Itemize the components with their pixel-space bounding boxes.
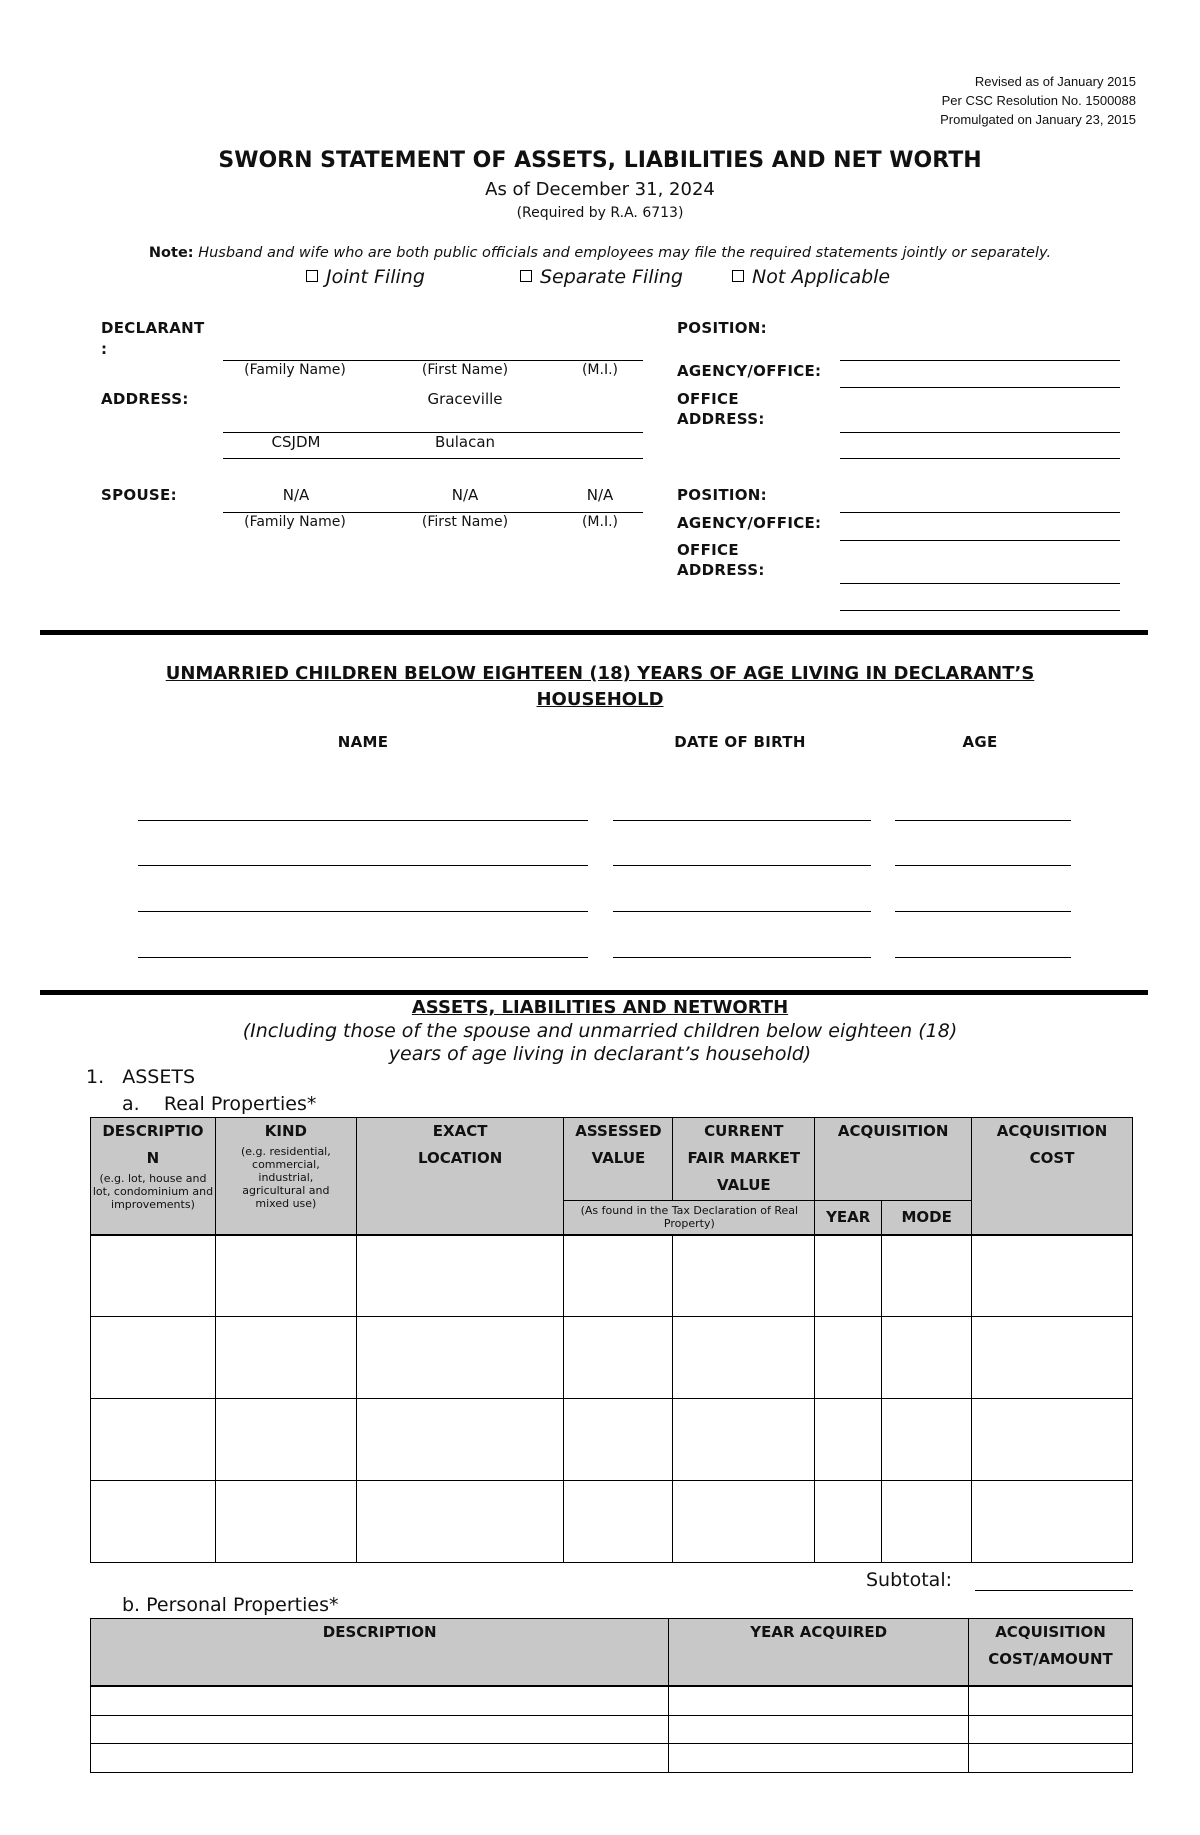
col-year-acquired: YEAR ACQUIRED xyxy=(669,1619,969,1686)
table-cell[interactable] xyxy=(356,1480,564,1562)
table-cell[interactable] xyxy=(356,1398,564,1480)
col-description xyxy=(91,1118,216,1235)
agency-label: AGENCY/OFFICE: xyxy=(677,362,822,380)
spouse-agency-label: AGENCY/OFFICE: xyxy=(677,514,822,532)
tax-declaration-note xyxy=(564,1201,815,1234)
table-cell[interactable] xyxy=(815,1235,882,1316)
subtotal-label: Subtotal: xyxy=(866,1569,953,1591)
col-fmv-label-3: VALUE xyxy=(716,1176,771,1194)
table-cell[interactable] xyxy=(673,1235,815,1316)
option-label: Joint Filing xyxy=(326,266,425,288)
col-description-label: DESCRIPTIO xyxy=(102,1122,204,1140)
col-kind xyxy=(215,1118,356,1235)
address-city: CSJDM xyxy=(271,433,321,451)
spouse-position-label: POSITION: xyxy=(677,486,767,504)
table-cell[interactable] xyxy=(91,1398,216,1480)
children-dob-header: DATE OF BIRTH xyxy=(674,733,806,751)
revised-line: Revised as of January 2015 xyxy=(974,74,1136,89)
section-divider xyxy=(40,990,1148,995)
first-name-caption: (First Name) xyxy=(421,362,509,378)
table-cell[interactable] xyxy=(972,1235,1133,1316)
table-cell[interactable] xyxy=(669,1744,969,1773)
child-age-line[interactable] xyxy=(895,911,1071,912)
table-cell[interactable] xyxy=(882,1316,972,1398)
promulgated-line: Promulgated on January 23, 2015 xyxy=(940,112,1136,127)
child-name-line[interactable] xyxy=(138,957,588,958)
table-cell[interactable] xyxy=(215,1398,356,1480)
table-cell[interactable] xyxy=(673,1480,815,1562)
col-year: YEAR xyxy=(815,1201,882,1234)
table-cell[interactable] xyxy=(356,1316,564,1398)
position-line[interactable] xyxy=(840,360,1120,361)
table-cell[interactable] xyxy=(564,1235,673,1316)
separate-filing-option[interactable] xyxy=(520,266,683,288)
child-age-line[interactable] xyxy=(895,865,1071,866)
note-label: Note: xyxy=(148,245,194,261)
col-assessed-label-2: VALUE xyxy=(591,1149,646,1167)
as-of-date: As of December 31, 2024 xyxy=(485,179,715,200)
revision-note xyxy=(776,72,1136,129)
note xyxy=(0,245,1200,261)
col-fmv-label-2: FAIR MARKET xyxy=(687,1149,801,1167)
spouse-mi: N/A xyxy=(586,486,614,504)
table-cell[interactable] xyxy=(91,1316,216,1398)
resolution-line: Per CSC Resolution No. 1500088 xyxy=(941,93,1136,108)
col-description-label-2: N xyxy=(146,1149,160,1167)
option-label: Not Applicable xyxy=(752,266,891,288)
office-address-label: OFFICE xyxy=(677,390,739,408)
child-name-line[interactable] xyxy=(138,865,588,866)
section-divider xyxy=(40,630,1148,635)
note-text: Husband and wife who are both public officials and employees may file the required statements jointly or separately. xyxy=(198,245,1052,261)
col-assessed-value xyxy=(564,1118,673,1201)
col-location xyxy=(356,1118,564,1235)
table-cell[interactable] xyxy=(564,1316,673,1398)
real-properties-heading: a. Real Properties* xyxy=(122,1093,317,1115)
office-address-line-2[interactable] xyxy=(840,458,1120,459)
page-title: SWORN STATEMENT OF ASSETS, LIABILITIES AND NET WORTH xyxy=(218,148,982,173)
table-cell[interactable] xyxy=(969,1687,1133,1716)
joint-filing-option[interactable] xyxy=(306,266,425,288)
spouse-position-line[interactable] xyxy=(840,512,1120,513)
declarant-label: DECLARANT xyxy=(101,319,205,337)
position-label: POSITION: xyxy=(677,319,767,337)
table-cell[interactable] xyxy=(815,1398,882,1480)
table-cell[interactable] xyxy=(91,1480,216,1562)
spouse-agency-line[interactable] xyxy=(840,540,1120,541)
spouse-office-address-label: OFFICE xyxy=(677,541,739,559)
spouse-family-name: N/A xyxy=(282,486,310,504)
col-cost-amount-label-2: COST/AMOUNT xyxy=(988,1650,1113,1668)
col-fmv-label: CURRENT xyxy=(704,1122,784,1140)
spouse-label: SPOUSE: xyxy=(101,486,177,504)
child-age-line[interactable] xyxy=(895,820,1071,821)
col-cost-amount-label: ACQUISITION xyxy=(995,1623,1106,1641)
col-assessed-label: ASSESSED xyxy=(575,1122,662,1140)
family-name-caption: (Family Name) xyxy=(244,362,346,378)
address-province: Bulacan xyxy=(434,433,496,451)
agency-line[interactable] xyxy=(840,387,1120,388)
table-cell[interactable] xyxy=(972,1480,1133,1562)
address-line-1: Graceville xyxy=(427,390,503,408)
table-cell[interactable] xyxy=(215,1316,356,1398)
spouse-family-caption: (Family Name) xyxy=(244,514,346,530)
spouse-office-address-label-2: ADDRESS: xyxy=(677,561,765,579)
col-acquisition: ACQUISITION xyxy=(815,1118,972,1201)
children-age-header: AGE xyxy=(962,733,998,751)
address-line-2-rule[interactable] xyxy=(223,458,643,459)
table-cell[interactable] xyxy=(669,1715,969,1744)
table-cell[interactable] xyxy=(91,1235,216,1316)
table-cell[interactable] xyxy=(969,1744,1133,1773)
table-cell[interactable] xyxy=(91,1687,669,1716)
table-cell[interactable] xyxy=(882,1480,972,1562)
child-dob-line[interactable] xyxy=(613,865,871,866)
spouse-office-address-line-2[interactable] xyxy=(840,610,1120,611)
required-by: (Required by R.A. 6713) xyxy=(516,205,684,221)
table-cell[interactable] xyxy=(564,1480,673,1562)
col-personal-description: DESCRIPTION xyxy=(91,1619,669,1686)
mi-caption: (M.I.) xyxy=(581,362,619,378)
alnw-title: ASSETS, LIABILITIES AND NETWORTH xyxy=(411,997,789,1018)
table-cell[interactable] xyxy=(815,1316,882,1398)
office-address-label-2: ADDRESS: xyxy=(677,410,765,428)
col-acquisition-cost xyxy=(972,1118,1133,1235)
table-cell[interactable] xyxy=(882,1235,972,1316)
table-cell[interactable] xyxy=(215,1235,356,1316)
spouse-first-name: N/A xyxy=(451,486,479,504)
col-fair-market-value xyxy=(673,1118,815,1201)
col-location-label: EXACT xyxy=(432,1122,488,1140)
child-age-line[interactable] xyxy=(895,957,1071,958)
checkbox-icon[interactable] xyxy=(306,270,318,282)
table-cell[interactable] xyxy=(969,1715,1133,1744)
spouse-name-line[interactable] xyxy=(223,512,643,513)
assets-heading: 1. ASSETS xyxy=(86,1066,196,1088)
checkbox-icon[interactable] xyxy=(732,270,744,282)
subtotal-field[interactable] xyxy=(975,1590,1133,1591)
child-dob-line[interactable] xyxy=(613,820,871,821)
col-cost-label: ACQUISITION xyxy=(996,1122,1108,1140)
personal-properties-table xyxy=(90,1618,1133,1773)
col-kind-label: KIND xyxy=(264,1122,307,1140)
table-cell[interactable] xyxy=(815,1480,882,1562)
alnw-subtitle: (Including those of the spouse and unmarried children below eighteen (18) xyxy=(242,1020,958,1042)
table-cell[interactable] xyxy=(564,1398,673,1480)
table-cell[interactable] xyxy=(673,1316,815,1398)
children-title-2: HOUSEHOLD xyxy=(536,689,664,710)
office-address-line-1[interactable] xyxy=(840,432,1120,433)
table-cell[interactable] xyxy=(669,1687,969,1716)
not-applicable-option[interactable] xyxy=(732,266,890,288)
children-name-header: NAME xyxy=(337,733,389,751)
children-title: UNMARRIED CHILDREN BELOW EIGHTEEN (18) YEARS OF AGE LIVING IN DECLARANT’S xyxy=(165,663,1035,684)
table-cell[interactable] xyxy=(356,1235,564,1316)
spouse-mi-caption: (M.I.) xyxy=(581,514,619,530)
option-label: Separate Filing xyxy=(540,266,683,288)
table-cell[interactable] xyxy=(972,1316,1133,1398)
personal-properties-heading: b. Personal Properties* xyxy=(122,1594,339,1616)
col-cost-label-2: COST xyxy=(1029,1149,1075,1167)
table-cell[interactable] xyxy=(673,1398,815,1480)
table-cell[interactable] xyxy=(882,1398,972,1480)
table-cell[interactable] xyxy=(215,1480,356,1562)
col-mode: MODE xyxy=(882,1201,972,1234)
declarant-name-line[interactable] xyxy=(223,360,643,361)
child-name-line[interactable] xyxy=(138,911,588,912)
child-dob-line[interactable] xyxy=(613,911,871,912)
col-kind-note: (e.g. residential, commercial, industrial, agricultural and mixed use) xyxy=(240,1145,331,1210)
table-cell[interactable] xyxy=(91,1744,669,1773)
table-cell[interactable] xyxy=(972,1398,1133,1480)
tax-note-text: (As found in the Tax Declaration of Real Property) xyxy=(580,1204,799,1231)
col-acquisition-cost-amount xyxy=(969,1619,1133,1686)
checkbox-icon[interactable] xyxy=(520,270,532,282)
real-properties-table xyxy=(90,1117,1133,1563)
address-label: ADDRESS: xyxy=(101,390,189,408)
col-location-label-2: LOCATION xyxy=(417,1149,503,1167)
alnw-subtitle-2: years of age living in declarant’s household) xyxy=(388,1043,812,1065)
table-cell[interactable] xyxy=(91,1715,669,1744)
child-name-line[interactable] xyxy=(138,820,588,821)
spouse-office-address-line-1[interactable] xyxy=(840,583,1120,584)
child-dob-line[interactable] xyxy=(613,957,871,958)
spouse-first-caption: (First Name) xyxy=(421,514,509,530)
col-description-note: (e.g. lot, house and lot, condominium and improvements) xyxy=(92,1172,214,1211)
declarant-label-colon: : xyxy=(101,340,108,358)
